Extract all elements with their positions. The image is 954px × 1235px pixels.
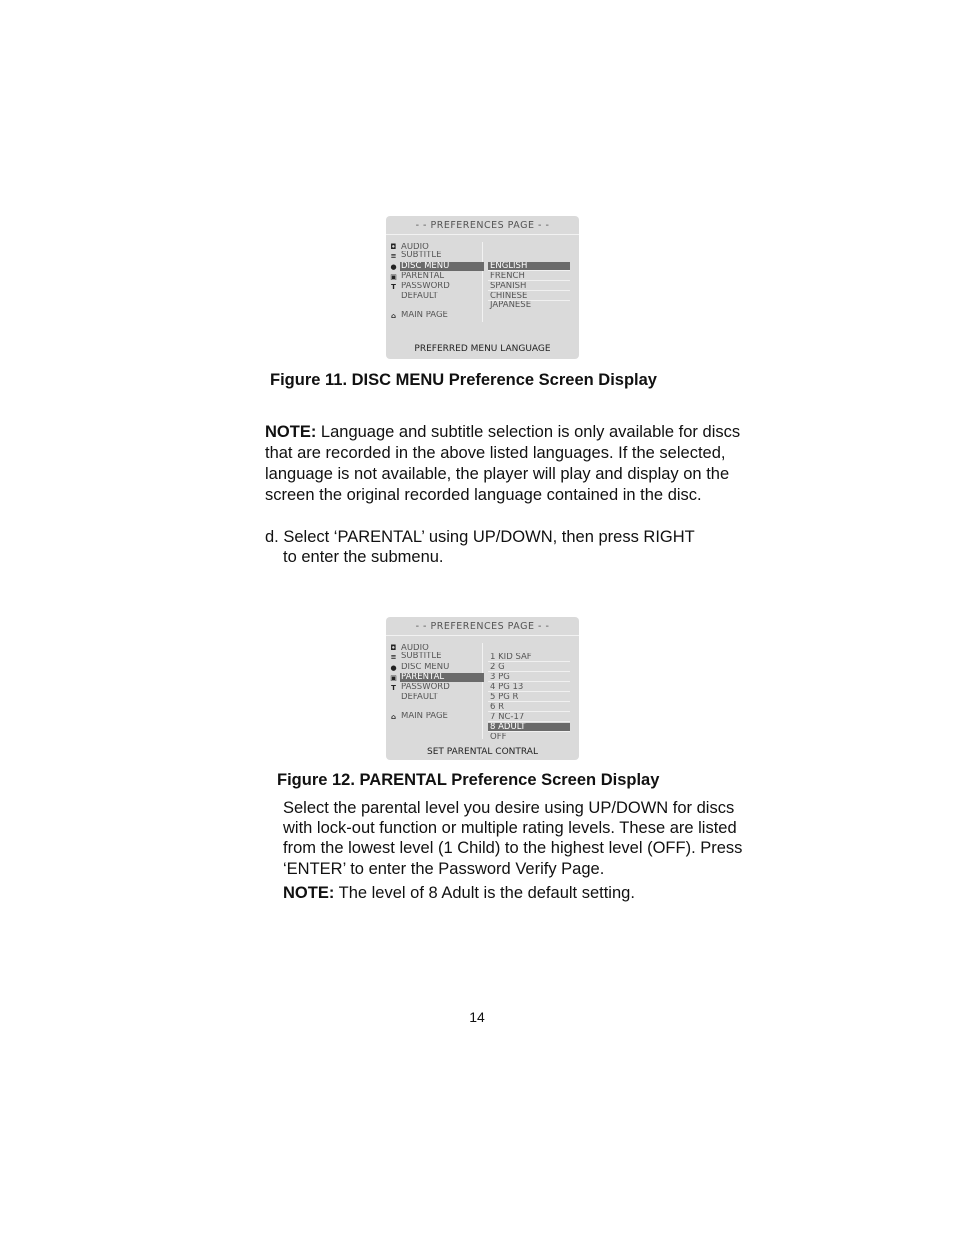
step-d-line2: to enter the submenu. xyxy=(283,548,444,566)
figure-12-caption: Figure 12. PARENTAL Preference Screen Display xyxy=(277,771,660,789)
subtitle-icon: ≡ xyxy=(390,653,397,661)
menu-item-parental[interactable]: PARENTAL xyxy=(401,272,445,281)
menu-item-disc-menu[interactable]: DISC MENU xyxy=(400,262,484,271)
menu-item-audio[interactable]: AUDIO xyxy=(401,243,429,252)
option-level-6[interactable]: 6 R xyxy=(488,703,570,712)
note-label: NOTE: xyxy=(283,884,335,902)
option-japanese[interactable]: JAPANESE xyxy=(490,301,532,310)
option-level-5[interactable]: 5 PG R xyxy=(488,693,570,702)
osd-title: - - PREFERENCES PAGE - - xyxy=(415,621,550,632)
figure-11-caption: Figure 11. DISC MENU Preference Screen Display xyxy=(270,371,657,389)
parental-instructions: Select the parental level you desire using UP/DOWN for discs with lock-out function or multiple rating levels. These are listed from the lowest level (1 Child) to the highest level (OFF). Press ‘ENTER’ to enter the Password Verify Page. xyxy=(283,799,743,878)
option-level-4[interactable]: 4 PG 13 xyxy=(488,683,570,692)
menu-item-main-page[interactable]: MAIN PAGE xyxy=(401,712,448,721)
main-page-icon: ⌂ xyxy=(390,713,396,721)
menu-item-disc-menu[interactable]: DISC MENU xyxy=(401,663,450,672)
osd-title: - - PREFERENCES PAGE - - xyxy=(415,220,550,231)
menu-item-password[interactable]: PASSWORD xyxy=(401,683,450,692)
option-level-1[interactable]: 1 KID SAF xyxy=(488,653,570,662)
menu-item-audio[interactable]: AUDIO xyxy=(401,644,429,653)
speaker-icon: ◘ xyxy=(390,644,397,652)
disc-menu-osd-screen xyxy=(386,216,579,359)
option-level-3[interactable]: 3 PG xyxy=(488,673,570,682)
menu-item-subtitle[interactable]: SUBTITLE xyxy=(401,251,442,260)
note-label: NOTE: xyxy=(265,423,317,441)
speaker-icon: ◘ xyxy=(390,243,397,251)
menu-item-default[interactable]: DEFAULT xyxy=(401,693,438,702)
parental-lock-icon: ▣ xyxy=(390,273,397,281)
osd-divider xyxy=(386,635,579,636)
step-d-line1: d. Select ‘PARENTAL’ using UP/DOWN, then press RIGHT xyxy=(265,528,695,546)
menu-item-parental[interactable]: PARENTAL xyxy=(400,673,484,682)
option-level-7[interactable]: 7 NC-17 xyxy=(488,713,570,722)
osd-footer: SET PARENTAL CONTRAL xyxy=(427,747,538,757)
osd-divider xyxy=(386,234,579,235)
note-paragraph xyxy=(265,422,750,506)
menu-item-password[interactable]: PASSWORD xyxy=(401,282,450,291)
menu-item-default[interactable]: DEFAULT xyxy=(401,292,438,301)
option-french[interactable]: FRENCH xyxy=(488,272,570,281)
disc-menu-icon: ● xyxy=(390,664,397,672)
default-note xyxy=(283,883,753,904)
note-text: Language and subtitle selection is only available for discs that are recorded in the above listed languages. If the selected, language is not available, the player will play and display on the screen the original recorded language contained in the disc. xyxy=(265,423,741,504)
option-off[interactable]: OFF xyxy=(490,733,507,742)
option-english[interactable]: ENGLISH xyxy=(488,262,570,271)
page-number: 14 xyxy=(469,1009,485,1025)
option-spanish[interactable]: SPANISH xyxy=(488,282,570,291)
main-page-icon: ⌂ xyxy=(390,312,396,320)
subtitle-icon: ≡ xyxy=(390,252,397,260)
parental-lock-icon: ▣ xyxy=(390,674,397,682)
option-chinese[interactable]: CHINESE xyxy=(488,292,570,301)
tool-icon: T xyxy=(391,684,396,692)
menu-item-subtitle[interactable]: SUBTITLE xyxy=(401,652,442,661)
osd-footer: PREFERRED MENU LANGUAGE xyxy=(414,344,551,354)
note-text: The level of 8 Adult is the default setting. xyxy=(334,884,635,902)
tool-icon: T xyxy=(391,283,396,291)
menu-item-main-page[interactable]: MAIN PAGE xyxy=(401,311,448,320)
disc-menu-icon: ● xyxy=(390,263,397,271)
option-level-8[interactable]: 8 ADULT xyxy=(488,723,570,732)
option-level-2[interactable]: 2 G xyxy=(488,663,570,672)
parental-osd-screen xyxy=(386,617,579,760)
